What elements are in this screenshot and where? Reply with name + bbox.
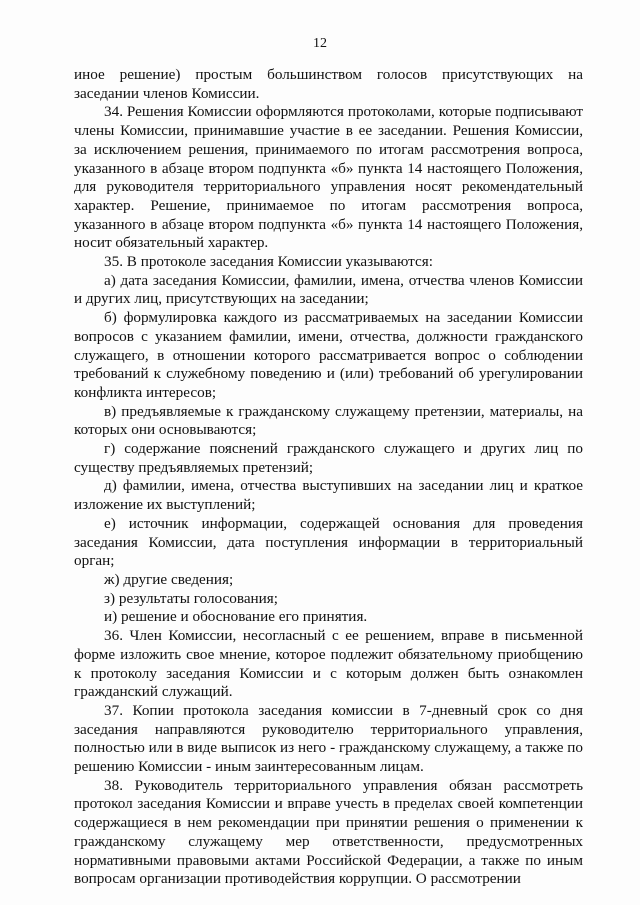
- list-item-a: а) дата заседания Комиссии, фамилии, имена, отчества членов Комиссии и других лиц, присутствующих на заседании;: [74, 271, 583, 308]
- list-item-e: е) источник информации, содержащей основания для проведения заседания Комиссии, дата поступления информации в территориальный орган;: [74, 514, 583, 570]
- list-item-i: и) решение и обоснование его принятия.: [104, 608, 368, 626]
- paragraph-continuation: иное решение) простым большинством голосов присутствующих на заседании членов Комиссии.: [74, 66, 583, 102]
- paragraph-38: 38. Руководитель территориального управления обязан рассмотреть протокол заседания Комиссии и вправе учесть в пределах своей компетенции содержащиеся в нем рекомендации при принятии решения о применении к гражданскому служащему мер ответственности, предусмотренных нормативными правовыми актами Российской Федерации, а также по иным вопросам организации противодействия коррупции. О рассмотрении: [74, 776, 583, 888]
- paragraph-36: 36. Член Комиссии, несогласный с ее решением, вправе в письменной форме изложить свое мнение, которое подлежит обязательному приобщению к протоколу заседания Комиссии и с которым должен быть ознакомлен гражданский служащий.: [74, 627, 583, 701]
- paragraph-34: 34. Решения Комиссии оформляются протоколами, которые подписывают члены Комиссии, принимавшие участие в ее заседании. Решения Комиссии, за исключением решения, принимаемого по итогам рассмотрения вопроса, указанного в абзаце втором подпункта «б» пункта 14 настоящего Положения, для руководителя территориального управления носят рекомендательный характер. Решение, принимаемое по итогам рассмотрения вопроса, указанного в абзаце втором подпункта «б» пункта 14 настоящего Положения, носит обязательный характер.: [74, 103, 583, 252]
- list-item-g: г) содержание пояснений гражданского служащего и других лиц по существу предъявляемых претензий;: [74, 440, 583, 476]
- list-item-v: в) предъявляемые к гражданскому служащему претензии, материалы, на которых они основываются;: [74, 402, 583, 439]
- document-body: [74, 66, 583, 889]
- paragraph-37: 37. Копии протокола заседания комиссии в 7-дневный срок со дня заседания направляются руководителю территориального управления, полностью или в виде выписок из него - гражданскому служащему, а также по решению Комиссии - иным заинтересованным лицам.: [74, 701, 583, 776]
- paragraph-35: 35. В протоколе заседания Комиссии указываются:: [104, 253, 433, 271]
- list-item-d: д) фамилии, имена, отчества выступивших на заседании лиц и краткое изложение их выступлений;: [74, 477, 583, 514]
- list-item-z: з) результаты голосования;: [104, 589, 279, 607]
- list-item-b: б) формулировка каждого из рассматриваемых на заседании Комиссии вопросов с указанием фамилии, имени, отчества, должности гражданского служащего, в отношении которого рассматривается вопрос о соблюдении требований к служебному поведению и (или) требований об урегулировании конфликта интересов;: [74, 309, 583, 401]
- page-number: 12: [313, 36, 327, 51]
- list-item-zh: ж) другие сведения;: [104, 570, 234, 588]
